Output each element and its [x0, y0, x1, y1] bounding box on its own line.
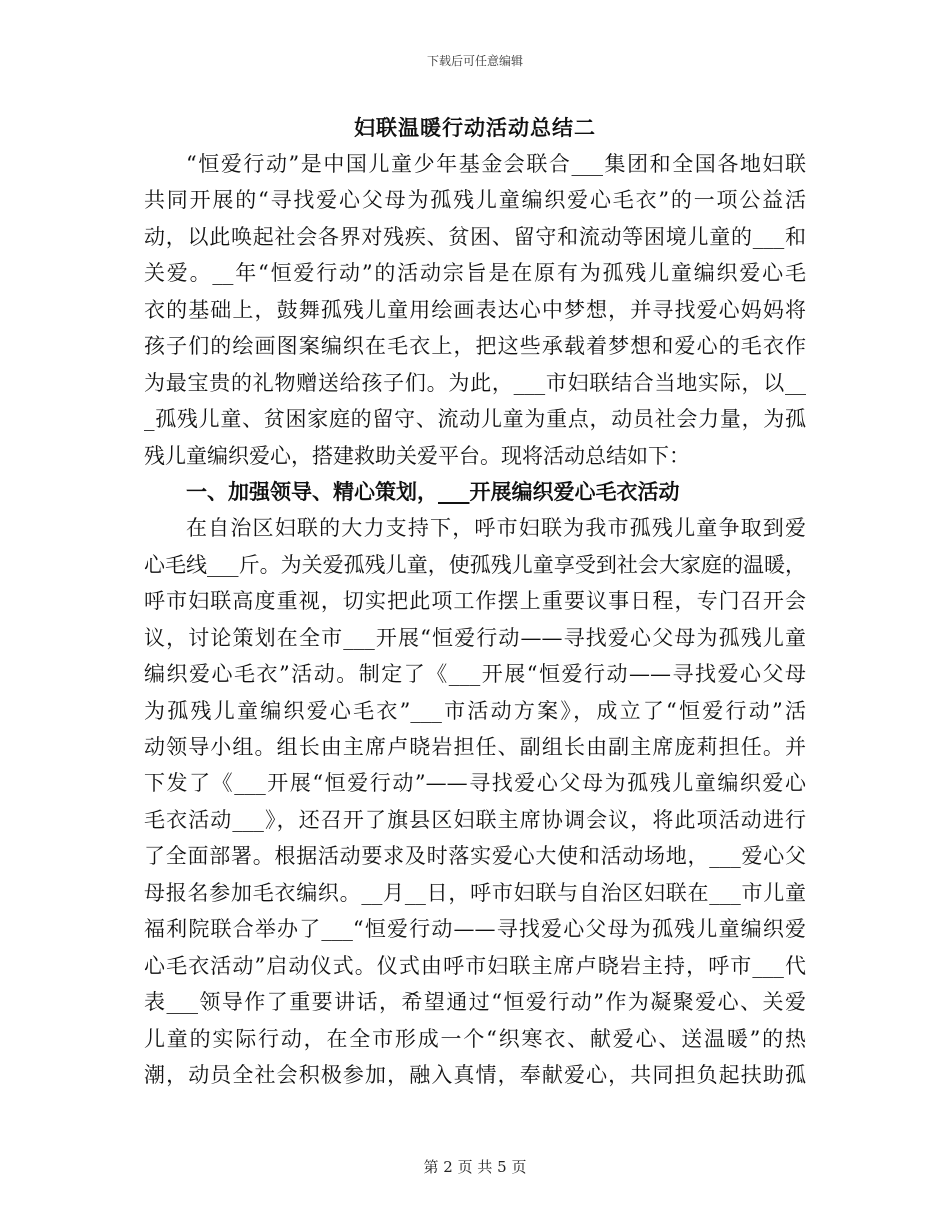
body-text	[144, 146, 806, 1093]
text-line: 编织爱心毛衣”活动。制定了《___开展“恒爱行动——寻找爱心父母	[144, 662, 806, 687]
section-heading: 一、加强领导、精心策划，___开展编织爱心毛衣活动	[186, 478, 680, 504]
text-line: 心毛线___斤。为关爱孤残儿童，使孤残儿童享受到社会大家庭的温暖，	[144, 552, 806, 577]
text-line: 儿童的实际行动，在全市形成一个“织寒衣、献爱心、送温暖”的热	[144, 1026, 806, 1051]
text-line: 在自治区妇联的大力支持下，呼市妇联为我市孤残儿童争取到爱	[186, 516, 806, 541]
text-line: 关爱。__年“恒爱行动”的活动宗旨是在原有为孤残儿童编织爱心毛	[144, 261, 806, 286]
text-line: 残儿童编织爱心，搭建救助关爱平台。现将活动总结如下：	[144, 443, 690, 468]
text-line: 心毛衣活动”启动仪式。仪式由呼市妇联主席卢晓岩主持，呼市___代	[144, 953, 806, 978]
document-title: 妇联温暖行动活动总结二	[354, 115, 596, 140]
text-line: 了全面部署。根据活动要求及时落实爱心大使和活动场地，___爱心父	[144, 844, 806, 869]
text-line: 福利院联合举办了___“恒爱行动——寻找爱心父母为孤残儿童编织爱	[144, 917, 806, 942]
text-line: _孤残儿童、贫困家庭的留守、流动儿童为重点，动员社会力量，为孤	[144, 407, 806, 432]
text-line: 母报名参加毛衣编织。__月__日，呼市妇联与自治区妇联在___市儿童	[144, 880, 806, 905]
text-line: 潮，动员全社会积极参加，融入真情，奉献爱心，共同担负起扶助孤	[144, 1062, 806, 1087]
text-line: 为孤残儿童编织爱心毛衣”___市活动方案》，成立了“恒爱行动”活	[144, 698, 806, 723]
text-line: “恒爱行动”是中国儿童少年基金会联合___集团和全国各地妇联	[186, 152, 806, 176]
page-number-footer: 第 2 页 共 5 页	[423, 1158, 527, 1176]
text-line: 孩子们的绘画图案编织在毛衣上，把这些承载着梦想和爱心的毛衣作	[144, 334, 806, 359]
text-line: 呼市妇联高度重视，切实把此项工作摆上重要议事日程，专门召开会	[144, 589, 806, 614]
text-line: 毛衣活动___》，还召开了旗县区妇联主席协调会议，将此项活动进行	[144, 807, 806, 832]
text-line: 动，以此唤起社会各界对残疾、贫困、留守和流动等困境儿童的___和	[144, 224, 806, 249]
text-line: 为最宝贵的礼物赠送给孩子们。为此，___市妇联结合当地实际，以__	[144, 370, 806, 395]
text-line: 表___领导作了重要讲话，希望通过“恒爱行动”作为凝聚爱心、关爱	[144, 990, 806, 1015]
text-line: 议，讨论策划在全市___开展“恒爱行动——寻找爱心父母为孤残儿童	[144, 625, 806, 650]
text-line: 共同开展的“寻找爱心父母为孤残儿童编织爱心毛衣”的一项公益活	[144, 188, 806, 213]
text-line: 下发了《___开展“恒爱行动”——寻找爱心父母为孤残儿童编织爱心	[144, 771, 806, 796]
header-note: 下载后可任意编辑	[426, 54, 523, 68]
text-line: 动领导小组。组长由主席卢晓岩担任、副组长由副主席庞莉担任。并	[144, 735, 806, 759]
text-line: 衣的基础上，鼓舞孤残儿童用绘画表达心中梦想，并寻找爱心妈妈将	[144, 297, 806, 322]
